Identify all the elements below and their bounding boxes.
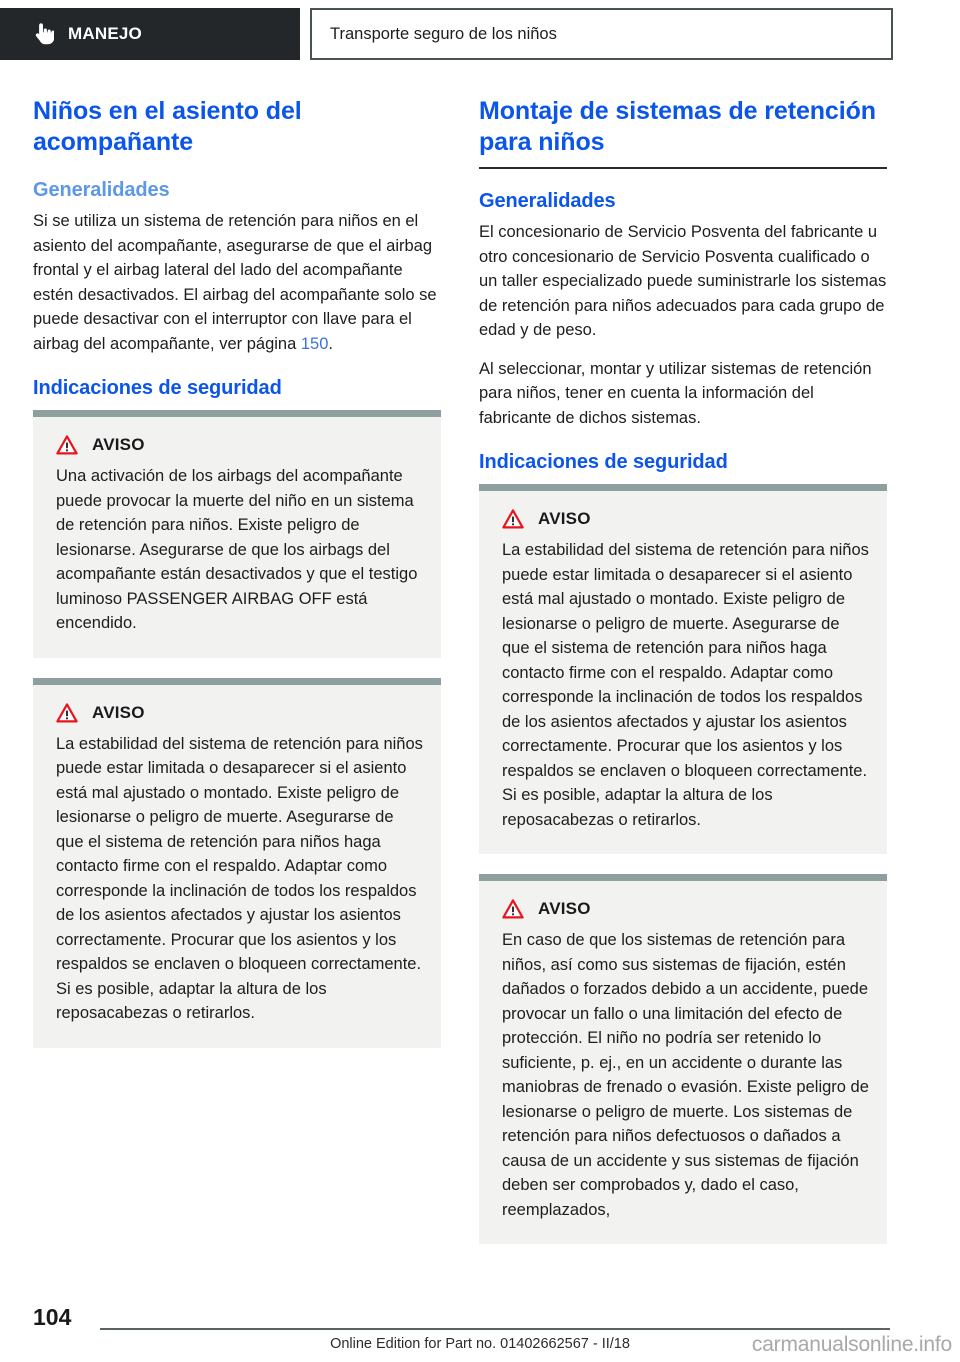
left-heading-generalidades: Generalidades bbox=[33, 179, 170, 201]
chapter-label: MANEJO bbox=[68, 24, 142, 43]
warning-text: Una activación de los airbags del acompañante puede provocar la muerte del niño en un sistema de retención para niños. Existe peligro de lesionarse. Asegurarse de que los airbags del acompañante están desactivados y que el testigo luminoso PASSENGER AIRBAG OFF está encendido. bbox=[56, 467, 418, 632]
section-breadcrumb bbox=[310, 8, 893, 60]
right-column bbox=[479, 96, 887, 1244]
left-heading-indicaciones: Indicaciones de seguridad bbox=[33, 377, 282, 399]
warning-label: AVISO bbox=[538, 899, 591, 918]
left-column bbox=[33, 96, 441, 1048]
warning-header bbox=[495, 509, 871, 529]
warning-triangle-icon bbox=[502, 509, 524, 529]
warning-header bbox=[495, 899, 871, 919]
right-paragraph-2: Al seleccionar, montar y utilizar sistemas de retención para niños, tener en cuenta la información del fabricante de dichos sistemas. bbox=[479, 359, 872, 427]
warning-label: AVISO bbox=[538, 509, 591, 528]
pointing-hand-icon bbox=[34, 22, 54, 46]
warning-text: La estabilidad del sistema de retención para niños puede estar limitada o desaparecer si el asiento está mal ajustado o montado. Existe peligro de lesionarse o peligro de muerte. Asegurarse de que el sistema de retención para niños haga contacto firme con el respaldo. Adaptar como corresponde la inclinación de todos los respaldos de los asientos afectados y ajustar los asientos correctamente. Procurar que los asientos y los respaldos se enclaven o bloqueen correctamente. Si es posible, adaptar la altura de los reposacabezas o retirarlos. bbox=[56, 734, 423, 1022]
left-intro-paragraph bbox=[33, 209, 441, 356]
warning-triangle-icon bbox=[56, 435, 78, 455]
right-paragraph-1: El concesionario de Servicio Posventa del fabricante u otro concesionario de Servicio Posventa cualificado o un taller especializado puede suministrarle los sistemas de retención para niños adecuados para cada grupo de edad y de peso. bbox=[479, 223, 887, 339]
page-header bbox=[0, 0, 960, 64]
warning-triangle-icon bbox=[502, 899, 524, 919]
warning-box bbox=[33, 410, 441, 658]
footer-divider bbox=[100, 1328, 890, 1330]
page-number: 104 bbox=[33, 1304, 72, 1330]
title-divider bbox=[479, 167, 887, 169]
warning-text: La estabilidad del sistema de retención para niños puede estar limitada o desaparecer si el asiento está mal ajustado o montado. Existe peligro de lesionarse o peligro de muerte. Asegurarse de que el sistema de retención para niños haga contacto firme con el respaldo. Adaptar como corresponde la inclinación de todos los respaldos de los asientos afectados y ajustar los asientos correctamente. Procurar que los asientos y los respaldos se enclaven o bloqueen correctamente. Si es posible, adaptar la altura de los reposacabezas o retirarlos. bbox=[502, 541, 869, 829]
warning-triangle-icon bbox=[56, 703, 78, 723]
section-label: Transporte seguro de los niños bbox=[330, 24, 557, 43]
right-heading-indicaciones: Indicaciones de seguridad bbox=[479, 451, 728, 473]
page-reference-link[interactable]: 150 bbox=[300, 334, 329, 353]
warning-label: AVISO bbox=[92, 435, 145, 454]
warning-label: AVISO bbox=[92, 702, 145, 722]
right-column-title: Montaje de sistemas de retención para niños bbox=[479, 97, 876, 156]
left-intro-text-part1: Si se utiliza un sistema de retención para niños en el asiento del acompañante, asegurarse de que el airbag frontal y el airbag lateral del lado del acompañante estén desactivados. El airbag del acompañante solo se puede desactivar con el interruptor con llave para el airbag del acompañante, ver página bbox=[33, 212, 437, 353]
warning-box bbox=[479, 484, 887, 854]
warning-header bbox=[49, 703, 425, 723]
edition-note: Online Edition for Part no. 01402662567 - II/18 bbox=[330, 1336, 630, 1352]
page-footer bbox=[0, 1300, 960, 1362]
left-intro-text-part2: . bbox=[328, 334, 333, 353]
warning-text: En caso de que los sistemas de retención para niños, así como sus sistemas de fijación, estén dañados o forzados debido a un accidente, puede provocar un fallo o una limitación del efecto de protección. El niño no podría ser retenido lo suficiente, p. ej., en un accidente o durante las maniobras de frenado o evasión. Existe peligro de lesionarse o peligro de muerte. Los sistemas de retención para niños defectuosos o dañados a causa de un accidente y sus sistemas de fijación deben ser comprobados y, dado el caso, reemplazados, bbox=[502, 931, 869, 1219]
right-heading-generalidades: Generalidades bbox=[479, 190, 616, 212]
warning-box bbox=[479, 874, 887, 1244]
chapter-tab[interactable] bbox=[0, 8, 300, 60]
left-column-title: Niños en el asiento del acompañante bbox=[33, 97, 302, 156]
warning-header bbox=[49, 435, 425, 455]
warning-box bbox=[33, 678, 441, 1048]
watermark-text: carmanualsonline.info bbox=[751, 1333, 952, 1356]
